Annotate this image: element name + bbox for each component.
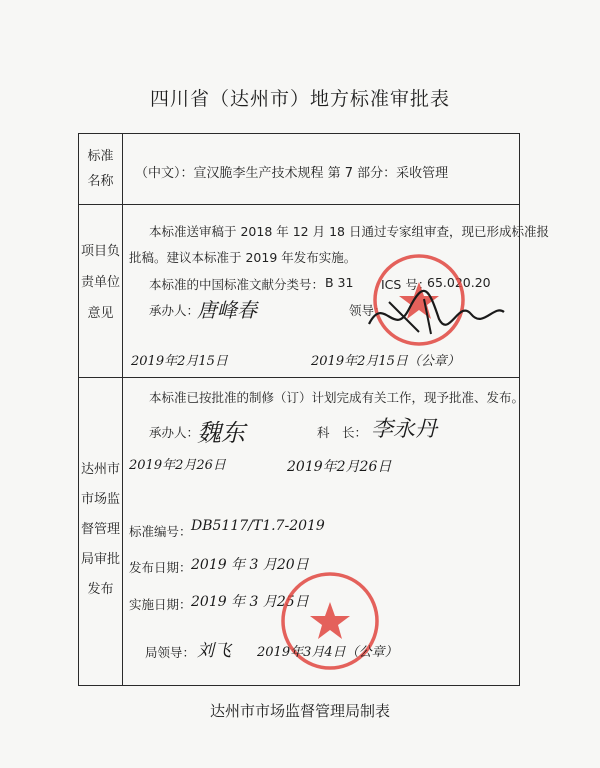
table-divider-vertical [122,134,123,685]
effective-date-value: 2019 年 3 月25日 [191,594,309,610]
effective-date-label: 实施日期： [129,597,192,612]
standard-name-value: （中文）：宣汉脆李生产技术规程 第 7 部分：采收管理 [135,166,449,181]
project-date-left: 2019年2月15日 [131,354,228,369]
bureau-leader-label: 局领导： [145,645,196,660]
bureau-date-right: 2019年2月26日 [287,459,392,475]
bureau-approval-date: 2019年3月4日（公章） [257,645,398,660]
ics-label: ICS 号： [381,277,431,292]
bureau-date-left: 2019年2月26日 [129,458,226,473]
footer-text: 达州市市场监督管理局制表 [209,702,390,720]
project-date-right: 2019年2月15日（公章） [311,354,460,369]
project-leader-label: 领导： [349,303,387,318]
release-date-label: 发布日期： [129,560,192,575]
approval-table [78,133,549,686]
project-handler-label: 承办人： [149,303,200,318]
standard-name-label-1: 标准 [87,149,114,164]
standard-no-value: DB5117/T1.7-2019 [191,518,325,534]
standard-no-label: 标准编号： [129,524,192,539]
classification-value: B 31 [325,275,354,290]
bureau-leader-signature: 刘飞 [197,641,231,661]
bureau-label-5: 发布 [87,582,114,597]
bureau-label-1: 达州市 [80,462,120,477]
classification-label: 本标准的中国标准文献分类号： [149,277,325,292]
standard-name-label-2: 名称 [87,174,114,189]
bureau-text: 本标准已按批准的制修（订）计划完成有关工作，现予批准、发布。 [149,390,525,405]
project-text-line1: 本标准送审稿于 2018 年 12 月 18 日通过专家组审查，现已形成标准报 [149,224,549,239]
project-label-2: 责单位 [80,275,120,290]
bureau-label-3: 督管理 [80,522,120,537]
bureau-chief-label: 科 长： [317,425,368,440]
project-text-line2: 批稿。建议本标准于 2019 年发布实施。 [129,250,357,265]
table-divider-2 [79,377,519,378]
bureau-chief-signature: 李永丹 [371,417,438,442]
release-date-value: 2019 年 3 月20日 [191,557,309,573]
project-label-3: 意见 [87,306,114,321]
project-handler-signature: 唐峰春 [197,298,257,322]
bureau-handler-signature: 魏东 [197,419,245,447]
page-title: 四川省（达州市）地方标准审批表 [149,88,450,110]
ics-value: 65.020.20 [427,275,491,290]
table-divider-1 [79,204,519,205]
bureau-handler-label: 承办人： [149,425,200,440]
project-leader-signature [359,284,509,344]
bureau-label-2: 市场监 [80,492,120,507]
bureau-label-4: 局审批 [80,552,120,567]
project-label-1: 项目负 [80,244,120,259]
